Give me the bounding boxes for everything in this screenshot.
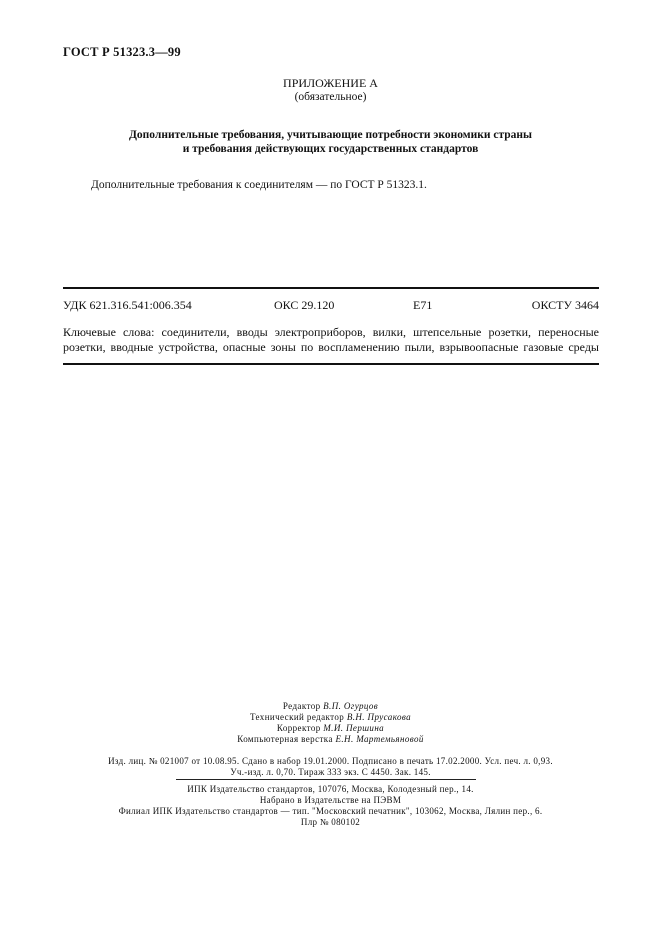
document-code: ГОСТ Р 51323.3—99 (63, 45, 181, 59)
oks-code: ОКС 29.120 (274, 298, 335, 312)
credit-name: В.П. Огурцов (323, 701, 379, 711)
top-divider (63, 287, 599, 289)
credit-role: Редактор (282, 701, 321, 711)
imprint-line-2: Уч.-изд. л. 0,70. Тираж 333 экз. С 4450. Зак. 145. (230, 767, 431, 777)
credit-editor (0, 701, 661, 711)
keywords-line-1: Ключевые слова: соединители, вводы электроприборов, вилки, штепсельные розетки, переносные (63, 325, 599, 339)
annex-body-text: Дополнительные требования к соединителям — по ГОСТ Р 51323.1. (91, 179, 427, 191)
credit-role: Технический редактор (249, 712, 345, 722)
credit-layout (0, 734, 661, 744)
group-code: Е71 (413, 298, 433, 312)
imprint-line-1: Изд. лиц. № 021007 от 10.08.95. Сдано в набор 19.01.2000. Подписано в печать 17.02.2000. Усл. печ. л. 0,93. (108, 756, 553, 766)
credit-name: М.И. Першина (323, 723, 385, 733)
publisher-line-1: ИПК Издательство стандартов, 107076, Москва, Колодезный пер., 14. (187, 784, 474, 794)
okstu-code: ОКСТУ 3464 (531, 298, 599, 312)
credit-role: Компьютерная верстка (237, 734, 333, 744)
annex-heading-line-2: и требования действующих государственных стандартов (182, 143, 479, 155)
bottom-divider (63, 363, 599, 365)
credit-role: Корректор (276, 723, 321, 733)
annex-status: (обязательное) (294, 91, 367, 103)
annex-title: ПРИЛОЖЕНИЕ А (283, 76, 378, 90)
publisher-line-2: Набрано в Издательстве на ПЭВМ (259, 795, 402, 805)
publisher-line-4: Плр № 080102 (300, 817, 361, 827)
keywords-line-2: розетки, вводные устройства, опасные зоны по воспламенению пыли, взрывоопасные газовые среды (63, 340, 599, 354)
publisher-line-3: Филиал ИПК Издательство стандартов — тип. "Московский печатник", 103062, Москва, Лялин пер., 6. (118, 806, 543, 816)
credit-tech-editor (0, 712, 661, 722)
annex-heading-line-1: Дополнительные требования, учитывающие потребности экономики страны (128, 129, 533, 141)
imprint-separator (176, 779, 476, 780)
credit-name: В.Н. Прусакова (346, 712, 412, 722)
udk-code: УДК 621.316.541:006.354 (63, 298, 192, 312)
credit-proofreader (0, 723, 661, 733)
credit-name: Е.Н. Мартемьяновой (335, 734, 424, 744)
